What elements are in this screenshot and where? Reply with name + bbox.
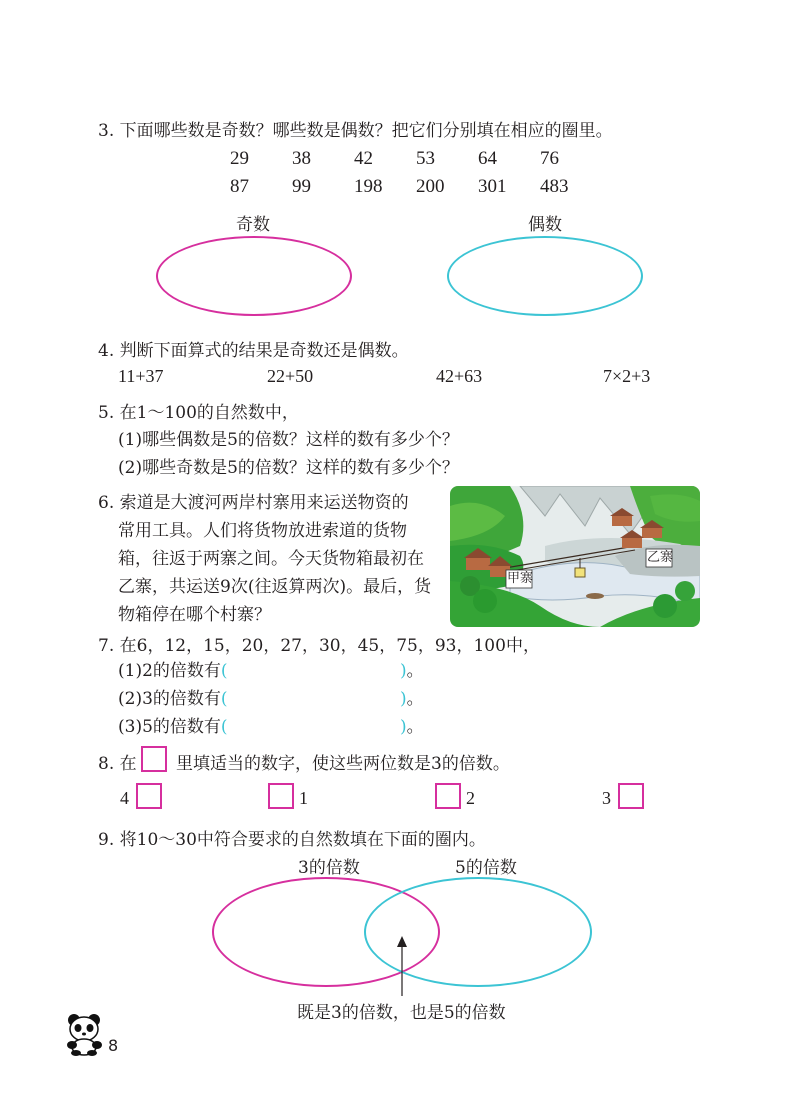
open-paren: (	[220, 661, 228, 681]
q5-sub-1: (1)哪些偶数是5的倍数？这样的数有多少个？	[118, 430, 459, 450]
close-paren: )。	[400, 717, 424, 737]
digit: 3	[602, 788, 611, 808]
q7-sub-3	[118, 712, 228, 737]
digit-input-box[interactable]	[618, 783, 644, 809]
digit: 4	[120, 788, 129, 808]
page-number: 8	[108, 1036, 119, 1055]
number-item: 483	[540, 176, 569, 197]
multiple-of-3-label: 3的倍数	[298, 858, 360, 878]
q8-text-pre: 8. 在	[98, 754, 137, 774]
digit-input-box[interactable]	[136, 783, 162, 809]
open-paren: (	[220, 689, 228, 709]
q7-sub-2	[118, 684, 228, 709]
number-item: 200	[416, 176, 445, 197]
q7-sub-1	[118, 656, 228, 681]
answer-blank-1[interactable]	[244, 656, 402, 678]
digit: 1	[299, 788, 308, 808]
example-box	[141, 746, 167, 772]
intersection-label: 既是3的倍数，也是5的倍数	[297, 1003, 506, 1023]
panda-icon	[64, 1012, 106, 1056]
q4-text: 4. 判断下面算式的结果是奇数还是偶数。	[98, 341, 409, 361]
number-item: 38	[292, 148, 311, 169]
odd-number-circle[interactable]	[156, 236, 352, 316]
q6-line-5: 物箱停在哪个村寨？	[118, 605, 271, 625]
number-item: 99	[292, 176, 311, 197]
number-item: 64	[478, 148, 497, 169]
q8-text-post: 里填适当的数字，使这些两位数是3的倍数。	[176, 754, 510, 774]
even-number-circle[interactable]	[447, 236, 643, 316]
multiple-of-5-label: 5的倍数	[455, 858, 517, 878]
q7-sub-3-label: (3)5的倍数有	[118, 717, 221, 737]
q7-sub-2-label: (2)3的倍数有	[118, 689, 221, 709]
q3-number-row-1	[230, 148, 602, 170]
digit: 2	[466, 788, 475, 808]
expression: 22+50	[267, 366, 314, 386]
number-item: 87	[230, 176, 249, 197]
q9-text: 9. 将10～30中符合要求的自然数填在下面的圈内。	[98, 830, 486, 850]
village-jia-label: 甲寨	[507, 571, 534, 586]
q6-line-1: 6. 索道是大渡河两岸村寨用来运送物资的	[98, 493, 409, 513]
expression: 42+63	[436, 366, 483, 386]
answer-blank-2[interactable]	[244, 684, 402, 706]
number-item: 53	[416, 148, 435, 169]
q6-line-4: 乙寨，共运送9次(往返算两次)。最后，货	[118, 577, 432, 597]
open-paren: (	[220, 717, 228, 737]
q6-line-2: 常用工具。人们将货物放进索道的货物	[118, 521, 407, 541]
even-label: 偶数	[528, 215, 562, 235]
number-item: 301	[478, 176, 507, 197]
digit-input-box[interactable]	[268, 783, 294, 809]
expression: 11+37	[118, 366, 164, 386]
village-yi-label: 乙寨	[647, 550, 674, 565]
number-item: 76	[540, 148, 559, 169]
expression: 7×2+3	[603, 366, 651, 386]
pointer-arrow-icon	[392, 936, 412, 996]
answer-blank-3[interactable]	[244, 712, 402, 734]
close-paren: )。	[400, 661, 424, 681]
number-item: 42	[354, 148, 373, 169]
q6-line-3: 箱，往返于两寨之间。今天货物箱最初在	[118, 549, 424, 569]
q5-sub-2: (2)哪些奇数是5的倍数？这样的数有多少个？	[118, 458, 459, 478]
q7-sub-1-label: (1)2的倍数有	[118, 661, 221, 681]
q5-text: 5. 在1～100的自然数中，	[98, 403, 299, 423]
close-paren: )。	[400, 689, 424, 709]
q3-number-row-2	[230, 176, 602, 198]
number-item: 198	[354, 176, 383, 197]
q3-text: 3. 下面哪些数是奇数？哪些数是偶数？把它们分别填在相应的圈里。	[98, 121, 613, 141]
ropeway-illustration	[450, 486, 700, 627]
number-item: 29	[230, 148, 249, 169]
q7-text: 7. 在6，12，15，20，27，30，45，75，93，100中，	[98, 636, 540, 656]
digit-input-box[interactable]	[435, 783, 461, 809]
odd-label: 奇数	[236, 215, 270, 235]
